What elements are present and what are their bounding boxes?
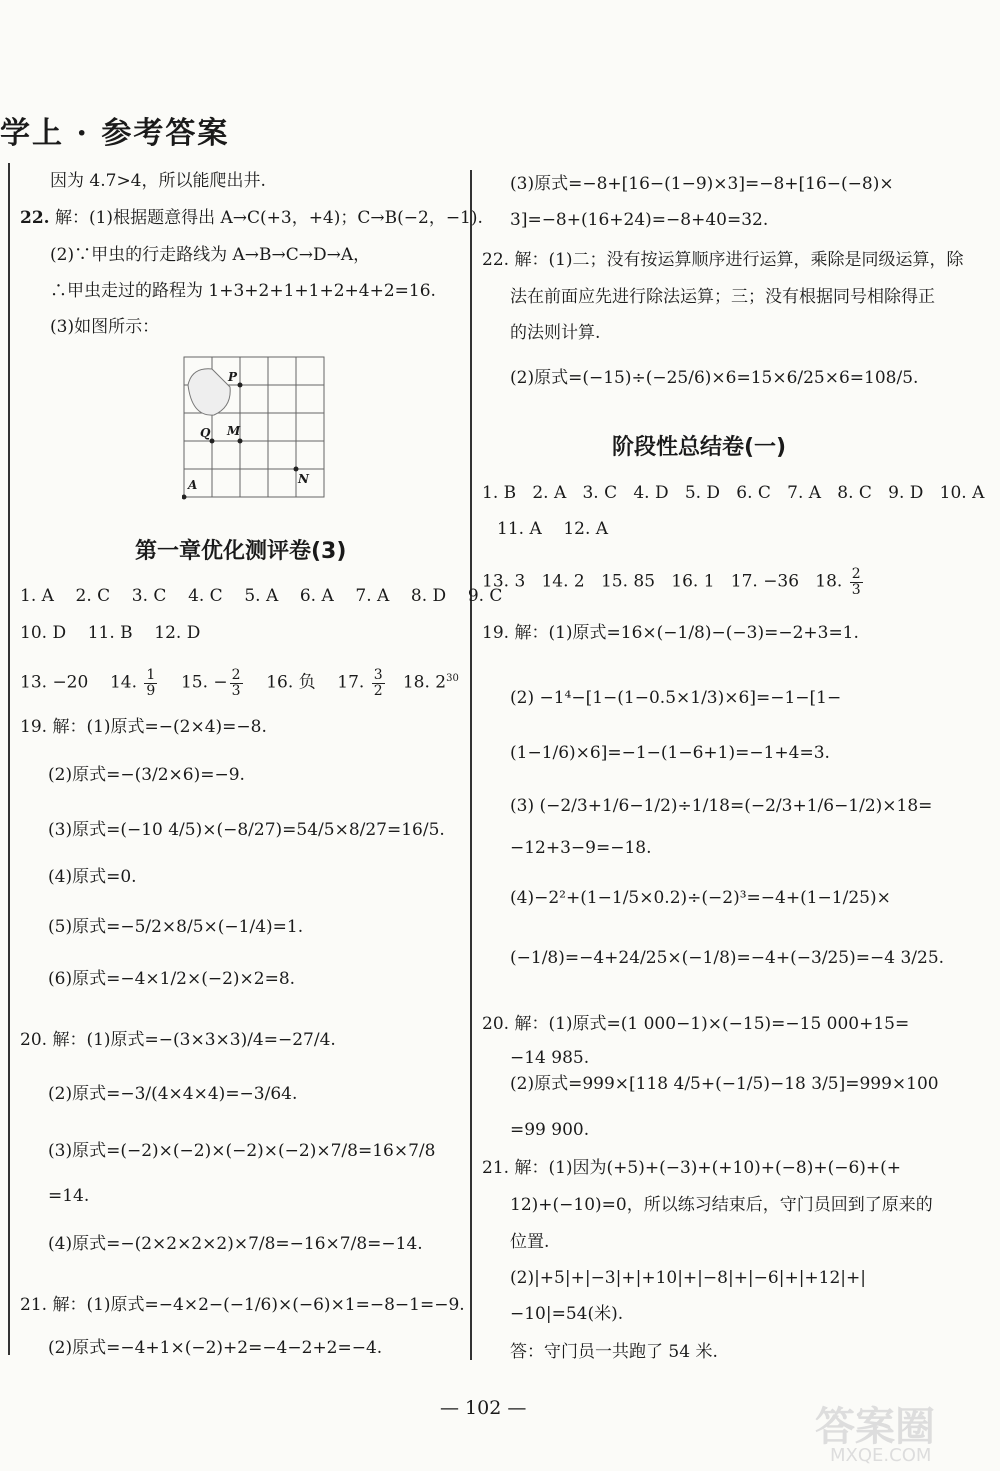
- q21-line-5: −10|=54(米).: [510, 1304, 624, 1324]
- q21-line-1: 21. 解：(1)因为(+5)+(−3)+(+10)+(−8)+(−6)+(+: [482, 1158, 902, 1178]
- q22-line-3: 的法则计算.: [510, 323, 601, 343]
- mc-answer: 7. A: [355, 586, 390, 606]
- q19-line-4: (4)原式=0.: [48, 867, 137, 887]
- mc-answer: 4. C: [188, 586, 223, 606]
- answer-line: 因为 4.7>4，所以能爬出井.: [50, 171, 266, 191]
- fill-answer: 18.: [815, 571, 843, 592]
- q20-line-4: =99 900.: [510, 1120, 590, 1140]
- q20-line-3: (2)原式=999×[118 4/5+(−1/5)−18 3/5]=999×100: [510, 1074, 939, 1094]
- mc-answer: 9. C: [467, 586, 503, 606]
- fraction: [144, 668, 157, 698]
- mc-row-1: [482, 485, 984, 502]
- fraction: [372, 668, 385, 698]
- fill-answer: 17.: [337, 672, 365, 693]
- q19-line-4: (3) (−2/3+1/6−1/2)÷1/18=(−2/3+1/6−1/2)×18=: [510, 796, 933, 816]
- q19-line-3: (1−1/6)×6]=−1−(1−6+1)=−1+4=3.: [510, 743, 830, 763]
- mc-answer: 12. A: [563, 519, 609, 539]
- q19-line-6: (6)原式=−4×1/2×(−2)×2=8.: [48, 969, 296, 989]
- mc-answer: 3. C: [131, 586, 167, 606]
- numerator: 2: [231, 667, 241, 683]
- q20-line-2: (2)原式=−3/(4×4×4)=−3/64.: [48, 1084, 298, 1104]
- answer-line: (3)原式=−8+[16−(1−9)×3]=−8+[16−(−8)×: [510, 174, 894, 194]
- denominator: 2: [373, 682, 383, 699]
- q20-line-4: =14.: [48, 1186, 90, 1206]
- fill-row: [482, 567, 865, 597]
- mc-answer: 5. D: [684, 483, 721, 503]
- q22-text: 解：(1)根据题意得出 A→C(+3，+4)；C→B(−2，−1).: [54, 208, 483, 228]
- fill-answer: 14. 2: [541, 571, 585, 592]
- q19-line-1: 19. 解：(1)原式=−(2×4)=−8.: [20, 717, 267, 737]
- q22-line-3: ∴甲虫走过的路程为 1+3+2+1+1+2+4+2=16.: [50, 281, 436, 301]
- fraction: [850, 567, 863, 597]
- q21-line-2: (2)原式=−4+1×(−2)+2=−4−2+2=−4.: [48, 1338, 383, 1358]
- mc-answer: 1. B: [482, 483, 517, 503]
- grid-figure: [182, 355, 327, 504]
- q20-line-3: (3)原式=(−2)×(−2)×(−2)×(−2)×7/8=16×7/8: [48, 1141, 436, 1161]
- denominator: 9: [146, 682, 156, 699]
- q21-line-4: (2)|+5|+|−3|+|+10|+|−8|+|−6|+|+12|+|: [510, 1268, 866, 1288]
- q19-line-2: (2) −1⁴−[1−(1−0.5×1/3)×6]=−1−[1−: [510, 688, 842, 708]
- q19-line-5: (5)原式=−5/2×8/5×(−1/4)=1.: [48, 917, 304, 937]
- q20-line-1: 20. 解：(1)原式=(1 000−1)×(−15)=−15 000+15=: [482, 1014, 910, 1034]
- q19-line-6: (4)−2²+(1−1/5×0.2)÷(−2)³=−4+(1−1/25)×: [510, 888, 891, 908]
- mc-answer: 5. A: [244, 586, 279, 606]
- fill-answer: 13. −20: [20, 672, 89, 693]
- mc-answer: 11. A: [497, 519, 542, 539]
- column-divider: [470, 170, 472, 1360]
- q21-line-2: 12)+(−10)=0，所以练习结束后，守门员回到了原来的: [510, 1195, 933, 1215]
- mc-answer: 7. A: [787, 483, 822, 503]
- point-n: N: [298, 472, 309, 486]
- mc-answer: 12. D: [154, 623, 201, 643]
- point-a: A: [188, 478, 198, 492]
- q20-line-2: −14 985.: [510, 1048, 590, 1068]
- fill-answer: 18. 2: [402, 672, 447, 693]
- point-m: M: [227, 424, 241, 438]
- mc-answer: 2. C: [75, 586, 111, 606]
- point-p: P: [228, 370, 238, 384]
- fraction: [230, 668, 243, 698]
- mc-answer: 8. C: [837, 483, 872, 503]
- denominator: 3: [231, 682, 241, 699]
- denominator: 3: [851, 581, 861, 598]
- fill-row: [20, 668, 459, 698]
- left-margin-rule: [8, 163, 10, 1355]
- q22-line-4: (3)如图所示：: [50, 317, 160, 337]
- section-title-right: 阶段性总结卷(一): [612, 435, 787, 460]
- q21-line-1: 21. 解：(1)原式=−4×2−(−1/6)×(−6)×1=−8−1=−9.: [20, 1295, 465, 1315]
- mc-answer: 1. A: [20, 586, 54, 606]
- fill-answer: 14.: [109, 672, 137, 693]
- point-q: Q: [200, 426, 211, 440]
- section-title-left: 第一章优化测评卷(3): [135, 539, 347, 564]
- fill-answer: 15. −: [180, 672, 228, 693]
- mc-answer: 6. A: [299, 586, 334, 606]
- mc-answer: 11. B: [87, 623, 133, 643]
- q22-label: 22.: [20, 208, 50, 228]
- mc-answer: 2. A: [532, 483, 567, 503]
- q22-line-1: [20, 210, 483, 227]
- q22-line-4: (2)原式=(−15)÷(−25/6)×6=15×6/25×6=108/5.: [510, 368, 919, 388]
- mc-answer: 10. A: [939, 483, 985, 503]
- mc-row-2: [497, 521, 608, 538]
- page-header-title: 学上 · 参考答案: [0, 116, 230, 151]
- q20-line-5: (4)原式=−(2×2×2×2)×7/8=−16×7/8=−14.: [48, 1234, 423, 1254]
- fill-answer: 13. 3: [482, 571, 526, 592]
- q19-line-7: (−1/8)=−4+24/25×(−1/8)=−4+(−3/25)=−4 3/25.: [510, 948, 945, 968]
- watermark-logo: 答案圈: [815, 1404, 935, 1450]
- answer-line: 3]=−8+(16+24)=−8+40=32.: [510, 210, 769, 230]
- q19-line-5: −12+3−9=−18.: [510, 838, 652, 858]
- q20-line-1: 20. 解：(1)原式=−(3×3×3)/4=−27/4.: [20, 1030, 336, 1050]
- page-number: — 102 —: [440, 1397, 527, 1419]
- mc-row-2: [20, 625, 200, 642]
- fill-answer: 16. 1: [671, 571, 715, 592]
- q21-line-3: 位置.: [510, 1232, 550, 1252]
- exponent: 30: [446, 673, 459, 685]
- q22-line-2: 法在前面应先进行除法运算；三；没有根据同号相除得正: [510, 287, 935, 307]
- fill-answer: 15. 85: [600, 571, 656, 592]
- numerator: 3: [373, 667, 383, 683]
- q22-line-2: (2)∵甲虫的行走路线为 A→B→C→D→A，: [50, 245, 371, 265]
- mc-answer: 6. C: [736, 483, 771, 503]
- mc-answer: 10. D: [20, 623, 67, 643]
- q22-line-1: 22. 解：(1)二；没有按运算顺序进行运算，乘除是同级运算，除: [482, 250, 964, 270]
- fill-answer: 17. −36: [730, 571, 800, 592]
- watermark-url: MXQE.COM: [830, 1445, 932, 1466]
- mc-answer: 3. C: [582, 483, 618, 503]
- mc-answer: 9. D: [888, 483, 924, 503]
- mc-answer: 8. D: [410, 586, 447, 606]
- mc-answer: 4. D: [633, 483, 669, 503]
- mc-row-1: [20, 588, 502, 605]
- fill-answer: 16. 负: [266, 672, 316, 693]
- q19-line-2: (2)原式=−(3/2×6)=−9.: [48, 765, 245, 785]
- q19-line-3: (3)原式=(−10 4/5)×(−8/27)=54/5×8/27=16/5.: [48, 820, 445, 840]
- q19-line-1: 19. 解：(1)原式=16×(−1/8)−(−3)=−2+3=1.: [482, 623, 859, 643]
- q21-line-6: 答：守门员一共跑了 54 米.: [510, 1342, 718, 1362]
- numerator: 1: [146, 667, 156, 683]
- numerator: 2: [851, 566, 861, 582]
